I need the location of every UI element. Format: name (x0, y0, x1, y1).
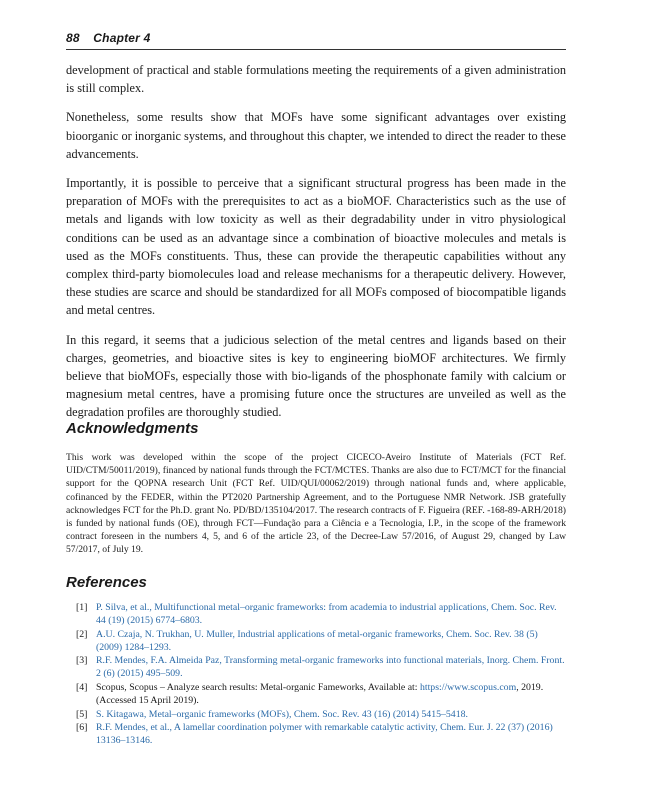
reference-item (76, 628, 566, 654)
chapter-label: Chapter 4 (93, 31, 151, 45)
reference-link[interactable]: R.F. Mendes, F.A. Almeida Paz, Transforming metal-organic frameworks into functional materials, Inorg. Chem. Front. 2 (6) (2015) 495–509. (96, 655, 565, 680)
reference-link[interactable]: P. Silva, et al., Multifunctional metal–organic frameworks: from academia to industrial applications, Chem. Soc. Rev. 44 (19) (2015) 6774–6803. (96, 602, 557, 627)
reference-list (76, 601, 566, 748)
reference-link[interactable]: R.F. Mendes, et al., A lamellar coordination polymer with remarkable catalytic activity, Chem. Eur. J. 22 (37) (2016) 13136–13146. (96, 722, 553, 747)
reference-url-link[interactable]: https://www.scopus.com (419, 682, 517, 694)
paragraph: development of practical and stable formulations meeting the requirements of a given administration is still complex. (66, 63, 566, 96)
paragraph: In this regard, it seems that a judicious selection of the metal centres and ligands based on their charges, geometries, and bioactive sites is key to engineering bioMOF architectures. We firmly believe that bioMOFs, especially those with bio-ligands of the phosphonate family with calcium or magnesium metal centres, have a promising future once the structures are unveiled as well as the degradation profiles are thoroughly studied. (66, 332, 566, 420)
reference-item (76, 681, 566, 707)
reference-number: [5] (76, 708, 88, 720)
reference-item (76, 601, 566, 627)
running-head (66, 31, 150, 45)
acknowledgments-heading: Acknowledgments (66, 420, 199, 437)
body-text (66, 61, 566, 433)
header-rule (66, 49, 566, 50)
acknowledgments-text: This work was developed within the scope of the project CICECO-Aveiro Institute of Materials (FCT Ref. UID/CTM/50011/2019), financed by national funds through the FCT/MCTES. Thanks are also due to FCT/MCT for the financial support for the QOPNA research Unit (FCT Ref. UID/QUI/00062/2019) through national funds and, where applicable, cofinanced by the FEDER, within the PT2020 Partnership Agreement, and to the Portuguese NMR Network. JSB gratefully acknowledges FCT for the Ph.D. grant No. PD/BD/135104/2017. The research contracts of F. Figueira (REF. -168-89-ARH/2018) is funded by national funds (OE), through FCT—Fundação para a Ciência e a Tecnologia, I.P., in the scope of the framework contract foreseen in the numbers 4, 5, and 6 of the article 23, of the Decree-Law 57/2016, of August 29, changed by Law 57/2017, of July 19. (66, 452, 566, 556)
reference-number: [3] (76, 655, 88, 667)
reference-item (76, 654, 566, 680)
reference-link[interactable]: A.U. Czaja, N. Trukhan, U. Muller, Industrial applications of metal-organic frameworks, Chem. Soc. Rev. 38 (5) (2009) 1284–1293. (96, 628, 538, 653)
reference-text: Scopus, Scopus – Analyze search results: Metal-organic Fameworks, Available at: (96, 682, 420, 694)
paragraph: Nonetheless, some results show that MOFs have some significant advantages over existing bioorganic or inorganic systems, and throughout this chapter, we intended to direct the reader to these advancements. (66, 110, 567, 161)
references-heading: References (66, 574, 147, 591)
reference-number: [6] (76, 722, 88, 734)
reference-number: [2] (76, 628, 88, 640)
reference-item (76, 721, 566, 747)
page-number: 88 (66, 31, 80, 45)
reference-link[interactable]: S. Kitagawa, Metal–organic frameworks (MOFs), Chem. Soc. Rev. 43 (16) (2014) 5415–5418. (96, 708, 468, 720)
reference-number: [1] (76, 602, 88, 613)
paragraph: Importantly, it is possible to perceive that a significant structural progress has been made in the preparation of MOFs with the prerequisites to act as a bioMOF. Characteristics such as the use of metals and ligands with low toxicity as well as their degradability under in vitro physiological conditions can be used as an advantage since a combination of bioactive molecules and metals is used as the MOFs constituents. Thus, these can provide the therapeutic capabilities without any complex third-party biomolecules load and release mechanisms for a therapeutic delivery. However, these studies are scarce and should be standardized for all MOFs composed of biocompatible ligands and metal centres. (66, 176, 566, 318)
reference-tail: , 2019. (Accessed 15 April 2019). (96, 682, 544, 707)
reference-item (76, 708, 566, 721)
reference-number: [4] (76, 682, 88, 694)
